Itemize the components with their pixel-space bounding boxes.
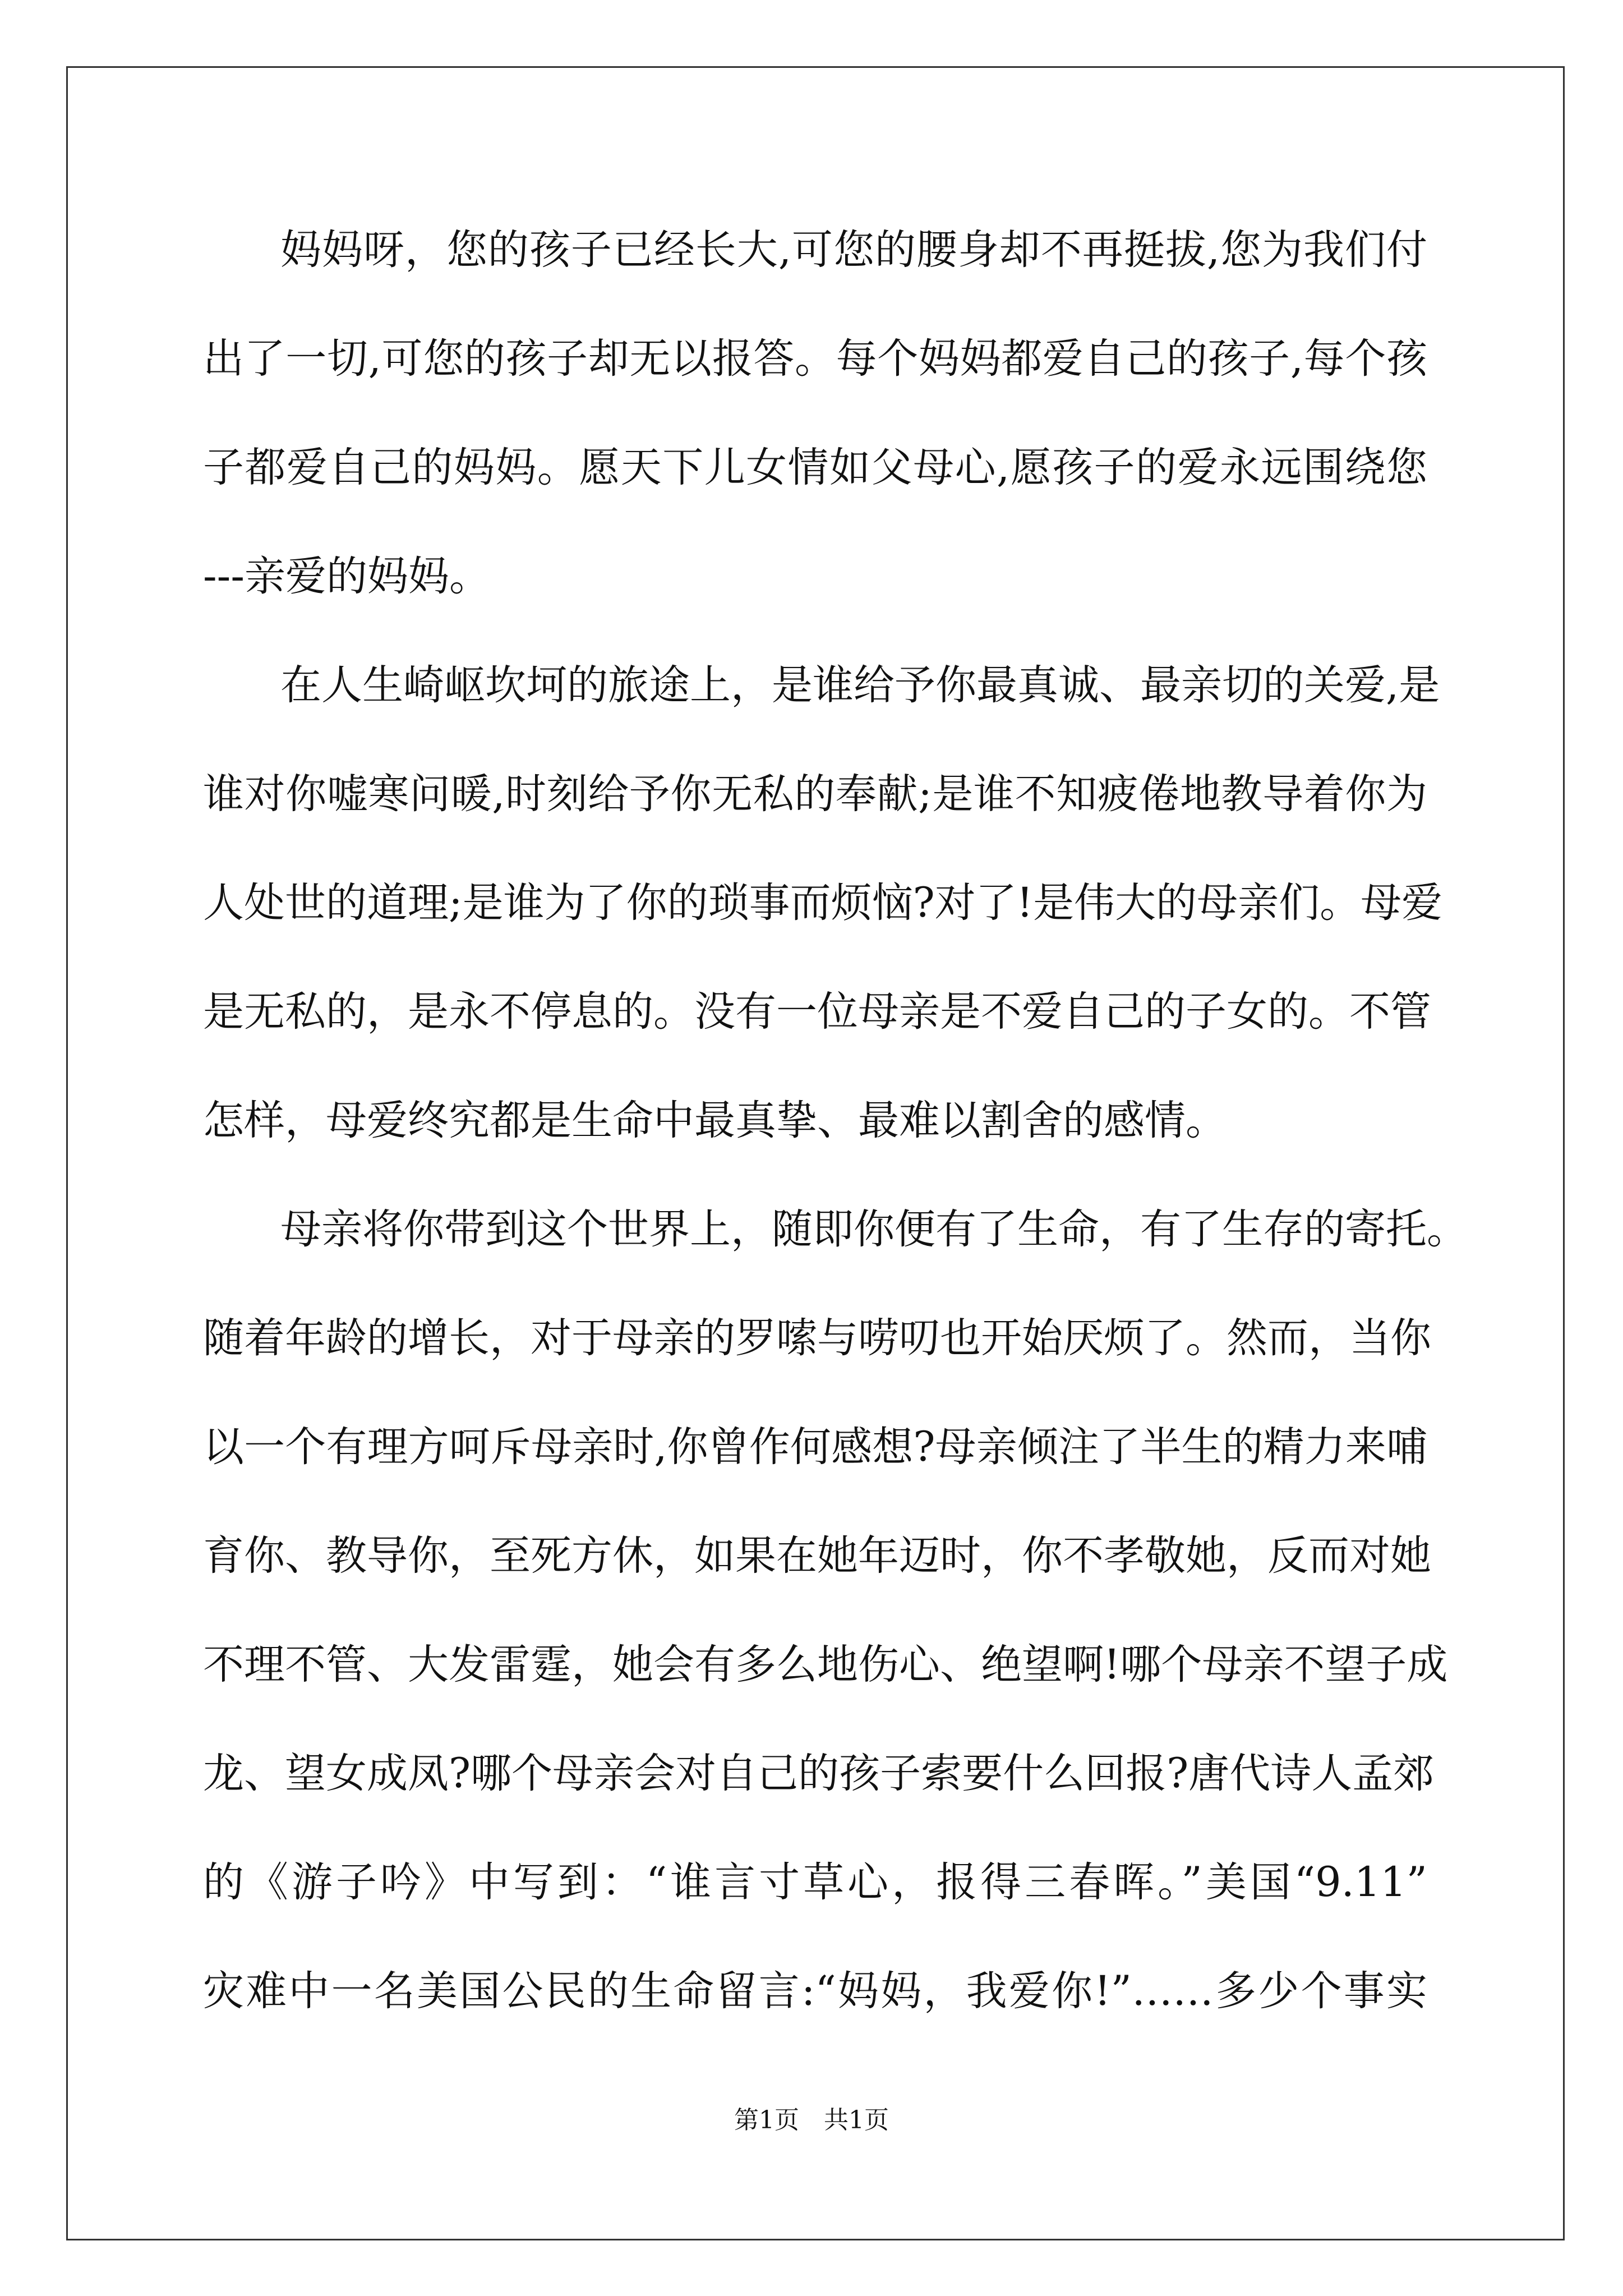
- text-line: 人处世的道理;是谁为了你的琐事而烦恼?对了!是伟大的母亲们。母爱: [203, 879, 1443, 927]
- paragraph-3: [203, 1175, 1468, 2046]
- text-line: 谁对你嘘寒问暖,时刻给予你无私的奉献;是谁不知疲倦地教导着你为: [203, 770, 1427, 818]
- text-line: 怎样，母爱终究都是生命中最真挚、最难以割舍的感情。: [203, 1097, 1227, 1144]
- page-footer: 第1页 共1页: [734, 2106, 889, 2134]
- text-line: ---亲爱的妈妈。: [203, 553, 490, 600]
- text-line: 育你、教导你，至死方休，如果在她年迈时，你不孝敬她，反而对她: [203, 1532, 1431, 1580]
- text-line: 随着年龄的增长，对于母亲的罗嗦与唠叨也开始厌烦了。然而，当你: [203, 1314, 1431, 1362]
- paragraph-1: [203, 196, 1427, 631]
- text-line: 出了一切,可您的孩子却无以报答。每个妈妈都爱自己的孩子,每个孩: [203, 335, 1427, 383]
- text-line: 灾难中一名美国公民的生命留言:“妈妈，我爱你!”……多少个事实: [203, 1967, 1427, 2015]
- text-line: 龙、望女成凤?哪个母亲会对自己的孩子索要什么回报?唐代诗人孟郊: [203, 1750, 1435, 1797]
- paragraph-2: [203, 631, 1443, 1175]
- text-line: 以一个有理方呵斥母亲时,你曾作何感想?母亲倾注了半生的精力来哺: [203, 1423, 1427, 1471]
- document-body: [203, 196, 1468, 2046]
- text-line: 母亲将你带到这个世界上，随即你便有了生命，有了生存的寄托。: [280, 1205, 1468, 1253]
- text-line: 妈妈呀，您的孩子已经长大,可您的腰身却不再挺拔,您为我们付: [280, 226, 1427, 274]
- text-line: 不理不管、大发雷霆，她会有多么地伤心、绝望啊!哪个母亲不望子成: [203, 1641, 1448, 1688]
- text-line: 的《游子吟》中写到：“谁言寸草心，报得三春晖。”美国“9.11”: [203, 1858, 1427, 1906]
- text-line: 是无私的，是永不停息的。没有一位母亲是不爱自己的子女的。不管: [203, 988, 1431, 1036]
- text-line: 子都爱自己的妈妈。愿天下儿女情如父母心,愿孩子的爱永远围绕您: [203, 444, 1427, 491]
- text-line: 在人生崎岖坎坷的旅途上，是谁给予你最真诚、最亲切的关爱,是: [280, 661, 1440, 709]
